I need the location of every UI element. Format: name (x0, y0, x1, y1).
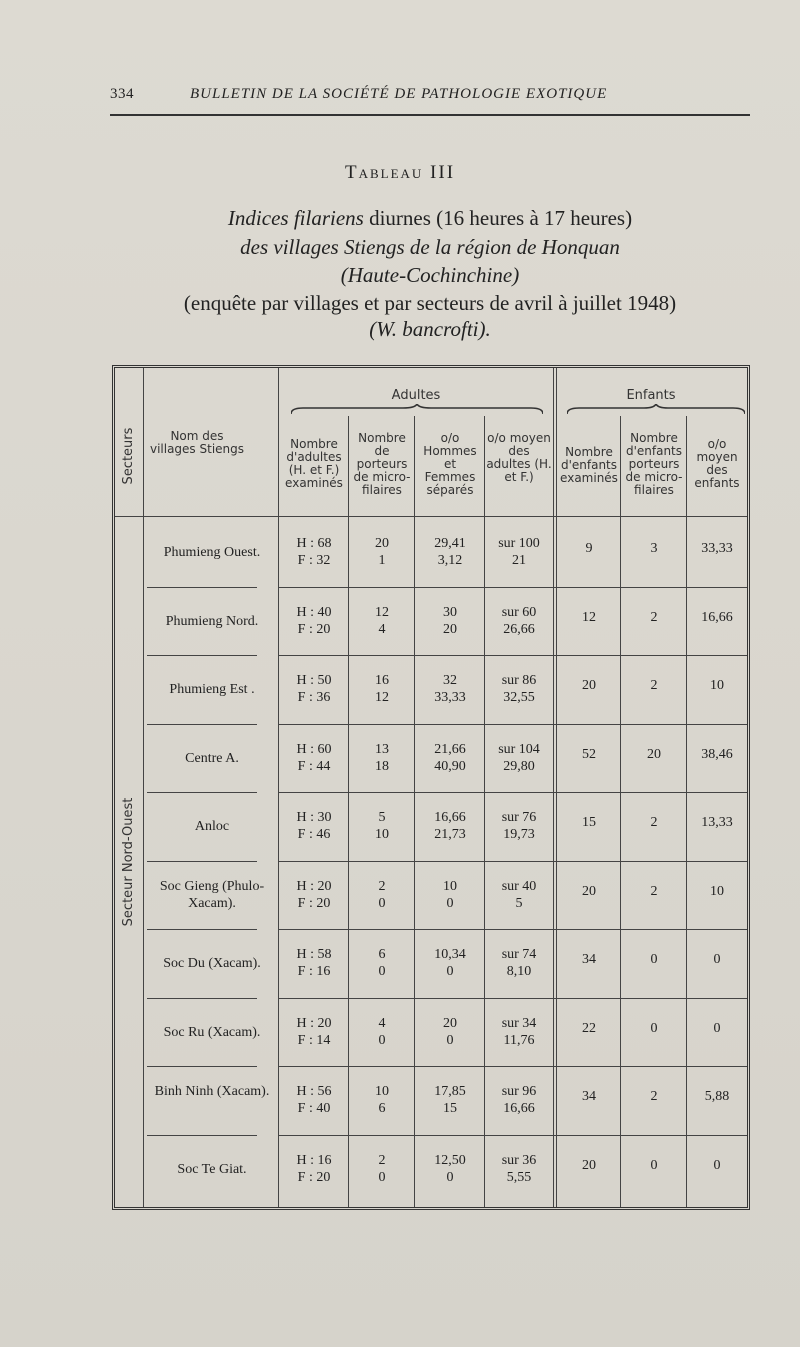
col-line-2 (278, 368, 279, 1207)
pct-separated-bottom: 0 (446, 964, 454, 980)
adult-carriers-bottom: 0 (378, 1032, 386, 1048)
pct-mean-children: 0 (713, 952, 721, 968)
col-line-6b (556, 368, 557, 1207)
pct-mean-adults-top: sur 36 (501, 1152, 537, 1168)
caption-line-1 (90, 204, 770, 233)
row-separator-name (147, 792, 257, 793)
page-number: 334 (110, 86, 134, 102)
pct-separated-bottom: 33,33 (434, 690, 466, 706)
adult-carriers-top: 12 (375, 604, 389, 620)
village-name: Soc Du (Xacam). (163, 956, 261, 972)
village-name: Phumieng Ouest. (163, 545, 261, 561)
pct-mean-adults-bottom: 11,76 (503, 1032, 535, 1048)
caption-line-3: (Haute-Cochinchine) (340, 263, 520, 287)
adult-carriers-top: 4 (378, 1015, 386, 1031)
pct-separated-top: 30 (443, 604, 457, 620)
children-examined: 52 (582, 746, 596, 762)
children-examined: 34 (582, 952, 596, 968)
adults-examined-bottom: F : 44 (297, 758, 331, 774)
adults-examined-bottom: F : 20 (297, 895, 331, 911)
pct-mean-adults-bottom: 19,73 (503, 827, 535, 843)
adults-examined-bottom: F : 16 (297, 964, 331, 980)
children-examined: 20 (582, 678, 596, 694)
pct-mean-children: 10 (710, 883, 724, 899)
pct-separated-top: 32 (443, 673, 457, 689)
child-carriers: 2 (650, 609, 658, 625)
child-carriers-header: Nombre d'enfants porteurs de micro-filaires (625, 431, 683, 497)
pct-separated-bottom: 20 (443, 621, 457, 637)
child-carriers: 0 (650, 1020, 658, 1036)
row-separator-name (147, 929, 257, 930)
pct-mean-adults-top: sur 34 (501, 1015, 537, 1031)
child-carriers: 20 (647, 746, 661, 762)
adults-examined-bottom: F : 14 (297, 1032, 331, 1048)
adults-examined-top: H : 20 (296, 878, 332, 894)
adults-examined-header: Nombre d'adultes (H. et F.) examinés (285, 437, 343, 490)
pct-separated-header: o/o Hommes et Femmes séparés (423, 431, 477, 497)
pct-separated-top: 12,50 (434, 1152, 466, 1168)
row-separator (278, 587, 747, 588)
pct-mean-children: 10 (710, 678, 724, 694)
children-examined: 34 (582, 1089, 596, 1105)
header-rule (110, 114, 750, 116)
adultes-group-header: Adultes (391, 388, 441, 403)
adults-examined-top: H : 20 (296, 1015, 332, 1031)
pct-separated-bottom: 0 (446, 895, 454, 911)
adult-carriers-bottom: 12 (375, 690, 389, 706)
children-examined: 9 (585, 541, 593, 557)
adults-examined-top: H : 16 (296, 1152, 332, 1168)
caption-line-5: (W. bancrofti). (369, 317, 491, 341)
data-table (112, 365, 750, 1210)
pct-mean-adults-header: o/o moyen des adultes (H. et F.) (486, 431, 552, 484)
row-separator-name (147, 655, 257, 656)
adults-examined-bottom: F : 36 (297, 690, 331, 706)
adults-examined-top: H : 58 (296, 947, 332, 963)
col-line-6 (553, 368, 554, 1207)
pct-separated-top: 17,85 (434, 1084, 466, 1100)
pct-mean-children: 16,66 (701, 609, 733, 625)
pct-separated-top: 10,34 (434, 947, 466, 963)
child-carriers: 3 (650, 541, 658, 557)
children-examined: 15 (582, 815, 596, 831)
village-name-header: Nom des villages Stiengs (149, 429, 245, 456)
caption-italic-term: Indices filariens (227, 206, 364, 230)
journal-title: BULLETIN DE LA SOCIÉTÉ DE PATHOLOGIE EXOTIQUE (190, 86, 608, 102)
pct-mean-children: 38,46 (701, 746, 733, 762)
row-separator-name (147, 861, 257, 862)
adults-examined-bottom: F : 20 (297, 1169, 331, 1185)
secteurs-header: Secteurs (121, 427, 136, 485)
adult-carriers-top: 5 (378, 810, 386, 826)
adult-carriers-bottom: 4 (378, 621, 386, 637)
row-separator-name (147, 587, 257, 588)
running-head (110, 86, 750, 110)
child-carriers: 0 (650, 1157, 658, 1173)
village-name: Soc Te Giat. (177, 1161, 247, 1177)
village-name: Phumieng Est . (169, 682, 255, 698)
row-separator (278, 861, 747, 862)
adults-examined-bottom: F : 20 (297, 621, 331, 637)
pct-separated-top: 10 (443, 878, 457, 894)
adult-carriers-top: 20 (375, 536, 389, 552)
adults-examined-top: H : 40 (296, 604, 332, 620)
adults-examined-top: H : 60 (296, 741, 332, 757)
child-carriers: 0 (650, 952, 658, 968)
adults-examined-bottom: F : 32 (297, 553, 331, 569)
village-name: Soc Ru (Xacam). (163, 1024, 261, 1040)
caption-line-1-rest: diurnes (16 heures à 17 heures) (369, 206, 633, 230)
adultes-brace (291, 404, 543, 416)
child-carriers: 2 (650, 883, 658, 899)
pct-mean-adults-top: sur 104 (498, 741, 540, 757)
pct-separated-top: 29,41 (434, 536, 466, 552)
row-separator-name (147, 1135, 257, 1136)
children-examined: 22 (582, 1020, 596, 1036)
children-examined: 12 (582, 609, 596, 625)
pct-mean-adults-bottom: 32,55 (503, 690, 535, 706)
village-name: Centre A. (185, 750, 239, 766)
pct-separated-top: 20 (443, 1015, 457, 1031)
pct-separated-bottom: 21,73 (434, 827, 466, 843)
enfants-group-header: Enfants (626, 388, 676, 403)
pct-separated-top: 16,66 (434, 810, 466, 826)
adult-carriers-top: 13 (375, 741, 389, 757)
adult-carriers-bottom: 0 (378, 1169, 386, 1185)
adult-carriers-bottom: 6 (378, 1101, 386, 1117)
sector-label: Secteur Nord-Ouest (121, 797, 136, 927)
caption-line-4: (enquête par villages et par secteurs de avril à juillet 1948) (183, 291, 677, 315)
pct-mean-adults-bottom: 26,66 (503, 621, 535, 637)
pct-mean-adults-top: sur 100 (498, 536, 540, 552)
col-line-1 (143, 368, 144, 1207)
pct-separated-bottom: 3,12 (437, 553, 463, 569)
row-separator (278, 929, 747, 930)
caption-line-2: des villages Stiengs de la région de Honquan (240, 235, 620, 259)
village-name: Phumieng Nord. (165, 613, 259, 629)
header-bottom-rule (115, 516, 747, 517)
pct-mean-adults-bottom: 29,80 (503, 758, 535, 774)
adult-carriers-bottom: 10 (375, 827, 389, 843)
row-separator (278, 655, 747, 656)
village-name: Binh Ninh (Xacam). (154, 1084, 270, 1100)
pct-mean-children: 33,33 (701, 541, 733, 557)
child-carriers: 2 (650, 1089, 658, 1105)
enfants-brace (567, 404, 745, 416)
children-examined-header: Nombre d'enfants examinés (560, 445, 618, 485)
row-separator (278, 1066, 747, 1067)
pct-mean-adults-top: sur 76 (501, 810, 537, 826)
adults-examined-top: H : 68 (296, 536, 332, 552)
pct-mean-adults-top: sur 86 (501, 673, 537, 689)
row-separator-name (147, 998, 257, 999)
adult-carriers-bottom: 0 (378, 895, 386, 911)
adult-carriers-bottom: 0 (378, 964, 386, 980)
row-separator (278, 1135, 747, 1136)
village-name: Soc Gieng (Phulo-Xacam). (159, 878, 265, 911)
adults-examined-bottom: F : 40 (297, 1101, 331, 1117)
pct-mean-adults-bottom: 5,55 (506, 1169, 532, 1185)
adults-examined-top: H : 50 (296, 673, 332, 689)
pct-separated-bottom: 0 (446, 1032, 454, 1048)
pct-mean-children: 5,88 (704, 1089, 730, 1105)
adult-carriers-top: 10 (375, 1084, 389, 1100)
adult-carriers-top: 2 (378, 878, 386, 894)
adult-carriers-top: 2 (378, 1152, 386, 1168)
pct-mean-children: 0 (713, 1157, 721, 1173)
pct-mean-adults-top: sur 96 (501, 1084, 537, 1100)
row-separator (278, 998, 747, 999)
adult-carriers-top: 16 (375, 673, 389, 689)
row-separator-name (147, 1066, 257, 1067)
pct-mean-adults-bottom: 16,66 (503, 1101, 535, 1117)
child-carriers: 2 (650, 815, 658, 831)
adult-carriers-top: 6 (378, 947, 386, 963)
pct-separated-bottom: 40,90 (434, 758, 466, 774)
pct-mean-adults-bottom: 8,10 (506, 964, 532, 980)
children-examined: 20 (582, 1157, 596, 1173)
adults-examined-top: H : 30 (296, 810, 332, 826)
children-examined: 20 (582, 883, 596, 899)
pct-mean-adults-top: sur 60 (501, 604, 537, 620)
row-separator (278, 792, 747, 793)
pct-mean-children: 0 (713, 1020, 721, 1036)
adults-examined-bottom: F : 46 (297, 827, 331, 843)
pct-mean-children: 13,33 (701, 815, 733, 831)
pct-separated-bottom: 15 (443, 1101, 457, 1117)
row-separator (278, 724, 747, 725)
pct-mean-children-header: o/o moyen des enfants (694, 437, 740, 490)
child-carriers: 2 (650, 678, 658, 694)
pct-mean-adults-top: sur 74 (501, 947, 537, 963)
pct-mean-adults-bottom: 21 (512, 553, 526, 569)
pct-separated-bottom: 0 (446, 1169, 454, 1185)
adults-examined-top: H : 56 (296, 1084, 332, 1100)
pct-mean-adults-top: sur 40 (501, 878, 537, 894)
adult-carriers-header: Nombre de porteurs de micro-filaires (353, 431, 411, 497)
pct-mean-adults-bottom: 5 (515, 895, 523, 911)
row-separator-name (147, 724, 257, 725)
table-label: Tableau III (344, 162, 456, 183)
village-name: Anloc (194, 819, 230, 835)
pct-separated-top: 21,66 (434, 741, 466, 757)
adult-carriers-bottom: 1 (378, 553, 386, 569)
adult-carriers-bottom: 18 (375, 758, 389, 774)
